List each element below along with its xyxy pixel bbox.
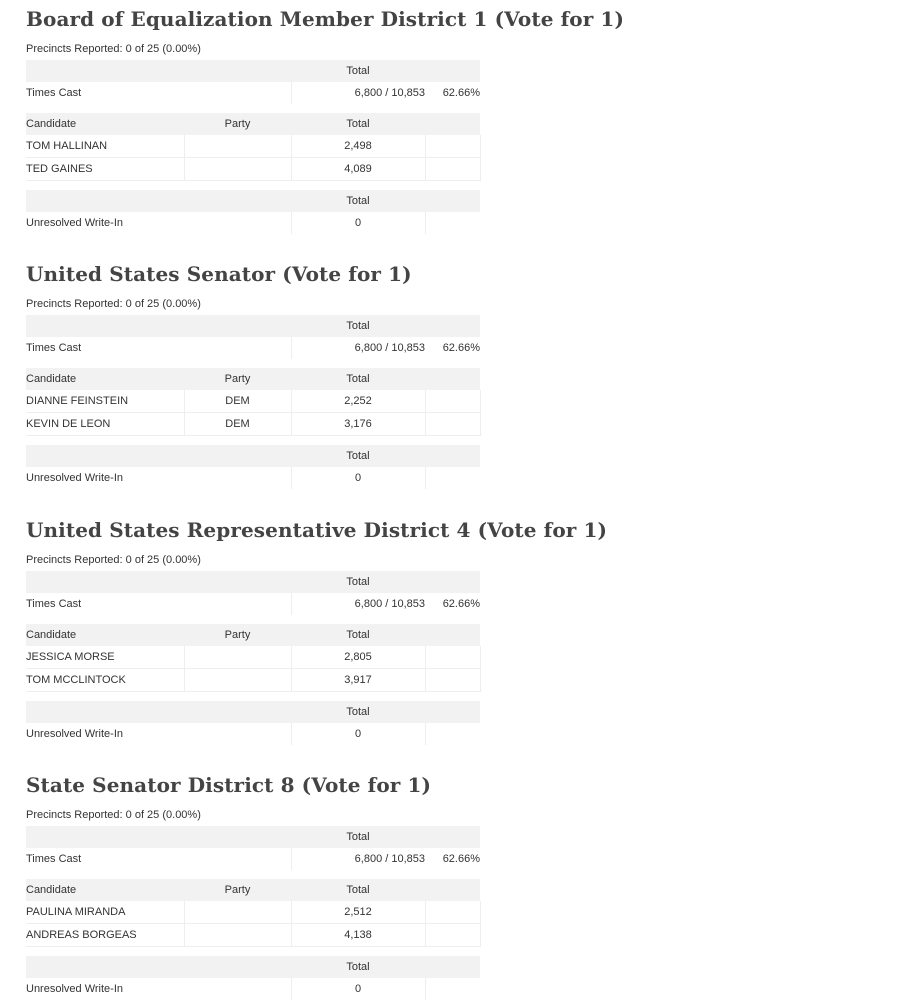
precincts-reported: Precincts Reported: 0 of 25 (0.00%): [26, 554, 201, 566]
candidate-column-header: Candidate: [26, 368, 184, 390]
contest-title: United States Representative District 4 (Vote for 1): [26, 518, 608, 542]
total-column-header: Total: [291, 113, 425, 135]
contest-title: Board of Equalization Member District 1 (Vote for 1): [26, 7, 625, 31]
writein-header-row: [26, 701, 480, 723]
writein-total-header: Total: [291, 445, 425, 467]
candidate-total: 2,805: [291, 646, 425, 669]
times-cast-percent: 62.66%: [442, 87, 480, 99]
candidate-party: [184, 924, 291, 947]
times-cast-header-row: [26, 60, 480, 82]
writein-value: 0: [291, 212, 425, 234]
candidate-name: PAULINA MIRANDA: [26, 901, 184, 924]
times-cast-row: [26, 848, 480, 870]
writein-total-header: Total: [291, 190, 425, 212]
times-cast-row: [26, 593, 480, 615]
candidate-total: 3,176: [291, 413, 425, 436]
candidate-row: [26, 901, 480, 924]
candidate-row: [26, 646, 480, 669]
candidate-name: TOM MCCLINTOCK: [26, 669, 184, 692]
times-cast-header-row: [26, 571, 480, 593]
times-cast-value: 6,800 / 10,853: [354, 87, 425, 99]
precincts-reported: Precincts Reported: 0 of 25 (0.00%): [26, 298, 201, 310]
candidate-header-row: [26, 879, 480, 901]
times-cast-value: 6,800 / 10,853: [354, 342, 425, 354]
writein-label: Unresolved Write-In: [26, 983, 123, 995]
writein-total-header: Total: [291, 956, 425, 978]
times-cast-header-row: [26, 826, 480, 848]
total-header: Total: [291, 571, 425, 593]
writein-value: 0: [291, 467, 425, 489]
candidate-name: JESSICA MORSE: [26, 646, 184, 669]
writein-row: [26, 723, 480, 745]
candidate-header-row: [26, 368, 480, 390]
writein-row: [26, 978, 480, 1000]
candidate-total: 4,089: [291, 158, 425, 181]
writein-header-row: [26, 190, 480, 212]
times-cast-value: 6,800 / 10,853: [354, 853, 425, 865]
contest-title: State Senator District 8 (Vote for 1): [26, 773, 432, 797]
total-header: Total: [291, 60, 425, 82]
total-column-header: Total: [291, 368, 425, 390]
candidate-party: [184, 158, 291, 181]
results-table: [26, 315, 481, 489]
candidate-name: KEVIN DE LEON: [26, 413, 184, 436]
precincts-reported: Precincts Reported: 0 of 25 (0.00%): [26, 43, 201, 55]
candidate-row: [26, 390, 480, 413]
candidate-party: [184, 646, 291, 669]
times-cast-label: Times Cast: [26, 87, 82, 99]
candidate-name: TED GAINES: [26, 158, 184, 181]
total-column-header: Total: [291, 879, 425, 901]
candidate-total: 3,917: [291, 669, 425, 692]
candidate-party: [184, 901, 291, 924]
writein-row: [26, 467, 480, 489]
times-cast-row: [26, 82, 480, 104]
writein-value: 0: [291, 723, 425, 745]
writein-label: Unresolved Write-In: [26, 472, 123, 484]
party-column-header: Party: [184, 368, 291, 390]
candidate-total: 2,498: [291, 135, 425, 158]
results-table: [26, 60, 481, 234]
results-table: [26, 826, 481, 1000]
times-cast-label: Times Cast: [26, 598, 82, 610]
writein-value: 0: [291, 978, 425, 1000]
times-cast-row: [26, 337, 480, 359]
writein-label: Unresolved Write-In: [26, 728, 123, 740]
writein-header-row: [26, 956, 480, 978]
times-cast-percent: 62.66%: [442, 598, 480, 610]
times-cast-label: Times Cast: [26, 342, 82, 354]
contest-title: United States Senator (Vote for 1): [26, 262, 412, 286]
candidate-total: 2,252: [291, 390, 425, 413]
contest-section: [26, 259, 486, 489]
candidate-row: [26, 669, 480, 692]
candidate-column-header: Candidate: [26, 113, 184, 135]
contest-section: [26, 515, 608, 745]
times-cast-label: Times Cast: [26, 853, 82, 865]
contest-section: [26, 4, 625, 234]
candidate-party: [184, 135, 291, 158]
results-table: [26, 571, 481, 745]
total-header: Total: [291, 826, 425, 848]
candidate-name: DIANNE FEINSTEIN: [26, 390, 184, 413]
candidate-row: [26, 413, 480, 436]
writein-label: Unresolved Write-In: [26, 217, 123, 229]
contest-section: [26, 770, 486, 1000]
candidate-header-row: [26, 113, 480, 135]
party-column-header: Party: [184, 879, 291, 901]
times-cast-percent: 62.66%: [442, 853, 480, 865]
candidate-name: ANDREAS BORGEAS: [26, 924, 184, 947]
candidate-column-header: Candidate: [26, 879, 184, 901]
candidate-row: [26, 158, 480, 181]
candidate-party: DEM: [184, 413, 291, 436]
candidate-total: 4,138: [291, 924, 425, 947]
party-column-header: Party: [184, 624, 291, 646]
candidate-total: 2,512: [291, 901, 425, 924]
precincts-reported: Precincts Reported: 0 of 25 (0.00%): [26, 809, 201, 821]
writein-total-header: Total: [291, 701, 425, 723]
total-column-header: Total: [291, 624, 425, 646]
candidate-party: [184, 669, 291, 692]
candidate-column-header: Candidate: [26, 624, 184, 646]
total-header: Total: [291, 315, 425, 337]
candidate-row: [26, 135, 480, 158]
times-cast-header-row: [26, 315, 480, 337]
candidate-party: DEM: [184, 390, 291, 413]
candidate-name: TOM HALLINAN: [26, 135, 184, 158]
party-column-header: Party: [184, 113, 291, 135]
times-cast-percent: 62.66%: [442, 342, 480, 354]
candidate-row: [26, 924, 480, 947]
times-cast-value: 6,800 / 10,853: [354, 598, 425, 610]
writein-header-row: [26, 445, 480, 467]
writein-row: [26, 212, 480, 234]
candidate-header-row: [26, 624, 480, 646]
